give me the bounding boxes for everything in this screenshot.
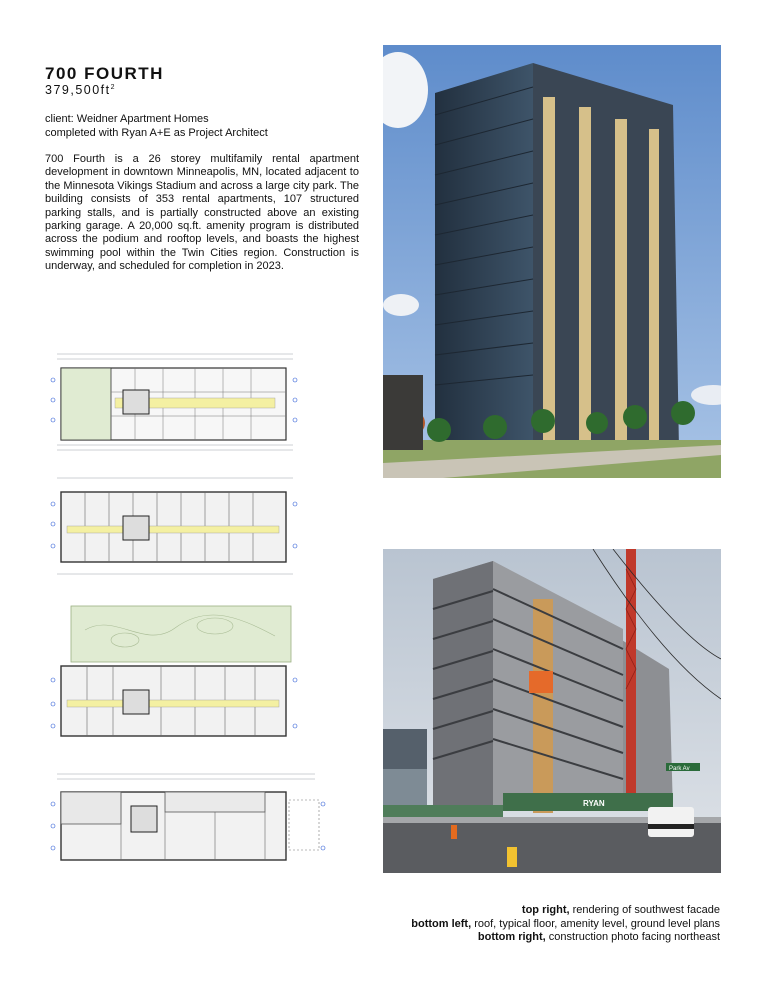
- amenity-level-plan: [45, 600, 303, 750]
- ground-level-plan: [45, 770, 330, 872]
- caption-line: [411, 931, 720, 945]
- caption-line: [411, 918, 720, 932]
- client-line: client: Weidner Apartment Homes: [45, 113, 209, 125]
- crane-banner-text: RYAN: [583, 799, 605, 808]
- client-info: [45, 112, 268, 140]
- architect-line: completed with Ryan A+E as Project Architect: [45, 127, 268, 139]
- caption-text: roof, typical floor, amenity level, ground level plans: [471, 917, 720, 930]
- area-unit-exponent: 2: [110, 83, 117, 91]
- caption-line: [411, 904, 720, 918]
- roof-plan: [45, 350, 303, 454]
- area-value: 379,500ft: [45, 83, 111, 97]
- typical-floor-plan: [45, 474, 303, 578]
- caption-bold: bottom left,: [411, 917, 472, 930]
- image-captions: [411, 904, 720, 945]
- street-sign-text: Park Av: [669, 766, 690, 772]
- construction-photo: [383, 549, 721, 873]
- facade-rendering: [383, 45, 721, 478]
- project-description: 700 Fourth is a 26 storey multifamily rental apartment development in downtown Minneapolis, MN, located adjacent to the Minnesota Vikings Stadium and across a large city park. The building consists of 353 rental apartments, 107 structured parking stalls, and is partially constructed above an existing parking garage. A 20,000 sq.ft. amenity program is distributed across the podium and rooftop levels, and boasts the highest swimming pool within the Twin Cities region. Construction is underway, and scheduled for completion in 2023.: [45, 153, 359, 273]
- project-area: [45, 83, 116, 97]
- caption-bold: bottom right,: [477, 931, 546, 944]
- caption-bold: top right,: [521, 904, 570, 916]
- project-title: 700 FOURTH: [45, 64, 164, 83]
- caption-text: construction photo facing northeast: [545, 931, 720, 944]
- caption-text: rendering of southwest facade: [569, 904, 720, 916]
